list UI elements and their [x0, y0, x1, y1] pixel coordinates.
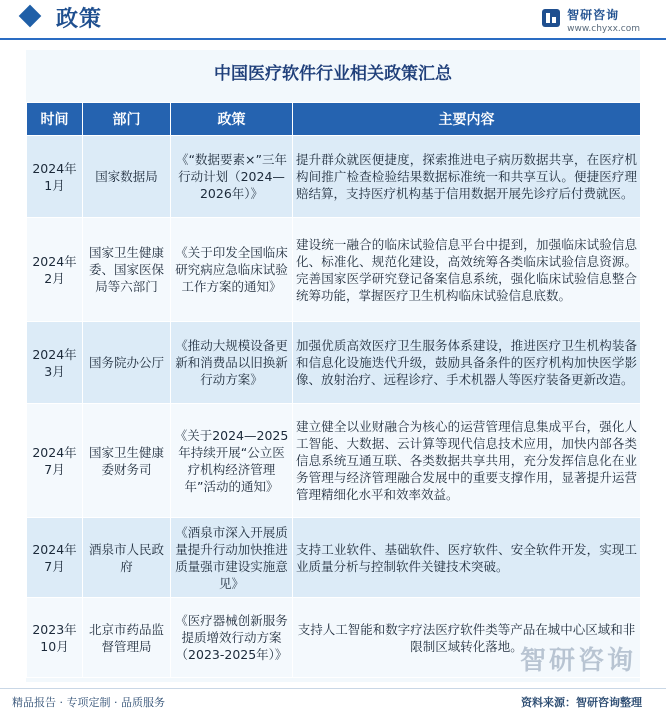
- policy-table: [26, 102, 641, 678]
- cell-policy: 《关于印发全国临床研究病应急临床试验工作方案的通知》: [171, 218, 293, 322]
- page-title: 政策: [56, 7, 103, 32]
- cell-policy: 《医疗器械创新服务提质增效行动方案（2023-2025年）》: [171, 598, 293, 678]
- page-header: [0, 0, 666, 38]
- cell-dept: 国家卫生健康委、国家医保局等六部门: [83, 218, 171, 322]
- table-row: [27, 322, 641, 404]
- table-header-row: [27, 103, 641, 136]
- cell-time: 2024年1月: [27, 136, 83, 218]
- table-row: [27, 136, 641, 218]
- cell-dept: 国务院办公厅: [83, 322, 171, 404]
- cell-dept: 酒泉市人民政府: [83, 518, 171, 598]
- cell-time: 2024年7月: [27, 518, 83, 598]
- cell-policy: 《关于2024—2025年持续开展“公立医疗机构经济管理年”活动的通知》: [171, 404, 293, 518]
- table-row: [27, 404, 641, 518]
- table-row: [27, 218, 641, 322]
- col-header-policy: 政策: [171, 103, 293, 136]
- diamond-icon: [19, 5, 42, 28]
- page-footer: [0, 688, 666, 712]
- table-title: 中国医疗软件行业相关政策汇总: [214, 64, 452, 84]
- cell-content: 加强优质高效医疗卫生服务体系建设，推进医疗卫生机构装备和信息化设施迭代升级，鼓励具备条件的医疗机构加快医学影像、放射治疗、远程诊疗、手术机器人等医疗装备更新改造。: [293, 322, 641, 404]
- cell-policy: 《“数据要素×”三年行动计划（2024—2026年）》: [171, 136, 293, 218]
- col-header-content: 主要内容: [293, 103, 641, 136]
- cell-time: 2024年3月: [27, 322, 83, 404]
- cell-dept: 北京市药品监督管理局: [83, 598, 171, 678]
- header-divider: [0, 38, 666, 40]
- cell-content: 提升群众就医便捷度，探索推进电子病历数据共享，在医疗机构间推广检查检验结果数据标准统一和共享互认。便捷医疗理赔结算，支持医疗机构基于信用数据开展先诊疗后付费就医。: [293, 136, 641, 218]
- brand-logo-icon: [541, 8, 561, 28]
- footer-slogan: 精品报告 · 专项定制 · 品质服务: [12, 696, 165, 709]
- cell-dept: 国家卫生健康委财务司: [83, 404, 171, 518]
- footer-source: 资料来源：智研咨询整理: [521, 696, 642, 709]
- cell-time: 2024年2月: [27, 218, 83, 322]
- table-row: [27, 518, 641, 598]
- footer-divider: [0, 688, 666, 689]
- cell-dept: 国家数据局: [83, 136, 171, 218]
- cell-policy: 《推动大规模设备更新和消费品以旧换新行动方案》: [171, 322, 293, 404]
- cell-time: 2024年7月: [27, 404, 83, 518]
- brand-url: www.chyxx.com: [567, 24, 640, 34]
- cell-policy: 《酒泉市深入开展质量提升行动加快推进质量强市建设实施意见》: [171, 518, 293, 598]
- cell-content: 支持工业软件、基础软件、医疗软件、安全软件开发，实现工业质量分析与控制软件关键技术突破。: [293, 518, 641, 598]
- brand-name: 智研咨询: [567, 8, 620, 22]
- brand-block: [567, 6, 640, 34]
- watermark-logo: 智研咨询: [519, 646, 636, 676]
- cell-time: 2023年10月: [27, 598, 83, 678]
- policy-panel: [26, 50, 640, 682]
- cell-content: 建设统一融合的临床试验信息平台中提到，加强临床试验信息化、标准化、规范化建设，高效统筹各类临床试验信息资源。完善国家医学研究登记备案信息系统，强化临床试验信息整合统筹功能，掌握医疗卫生机构临床试验信息底数。: [293, 218, 641, 322]
- col-header-time: 时间: [27, 103, 83, 136]
- col-header-dept: 部门: [83, 103, 171, 136]
- cell-content: 支持人工智能和数字疗法医疗软件类等产品在城中心区域和非限制区域转化落地。: [293, 598, 641, 678]
- cell-content: 建立健全以业财融合为核心的运营管理信息集成平台，强化人工智能、大数据、云计算等现代信息技术应用，加快内部各类信息系统互通互联、各类数据共享共用，充分发挥信息化在业务管理与经济管理融合发展中的重要支撑作用，显著提升运营管理精细化水平和效率效益。: [293, 404, 641, 518]
